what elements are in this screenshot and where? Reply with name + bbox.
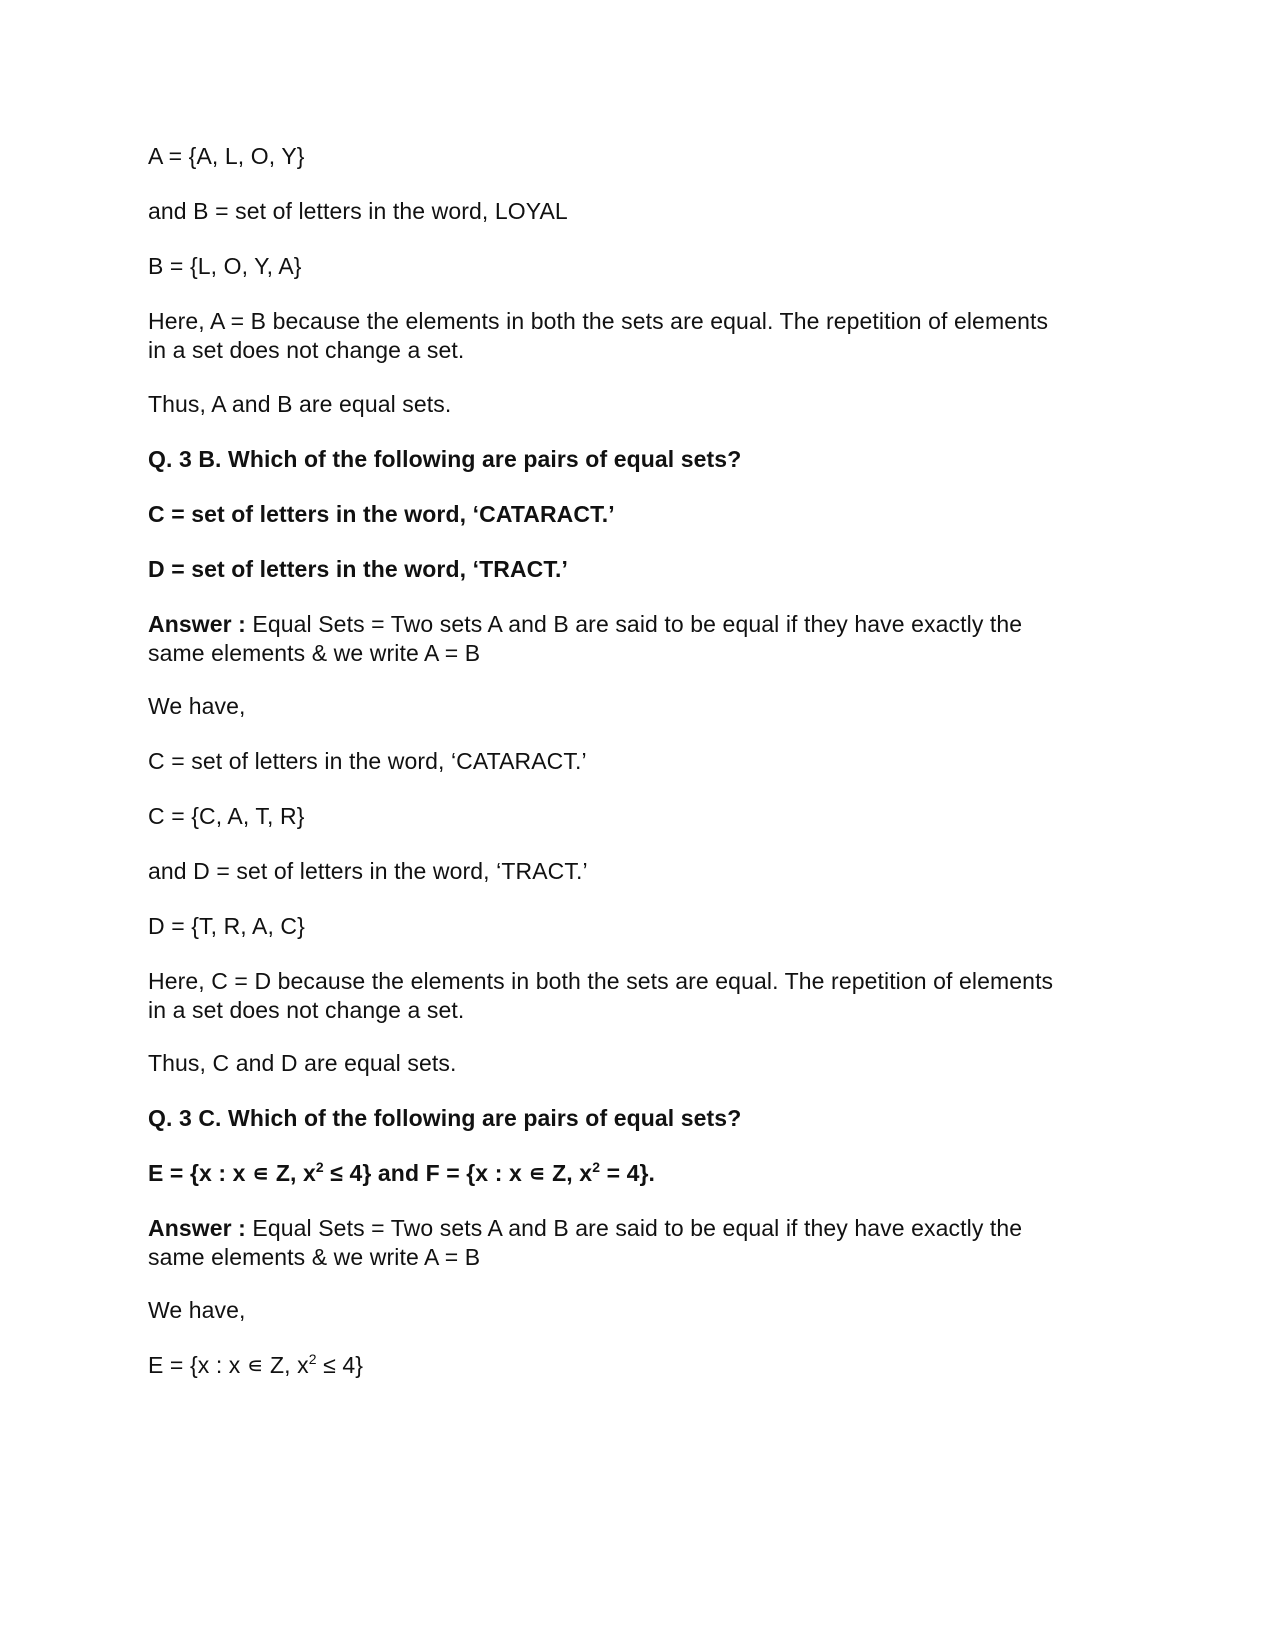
expr-part: = 4}.: [600, 1160, 656, 1186]
equality-explanation-ab: [148, 307, 1138, 365]
answer-text: Equal Sets = Two sets A and B are said to be equal if they have exactly the: [245, 1215, 1023, 1241]
set-d-description: and D = set of letters in the word, ‘TRACT.’: [148, 858, 588, 884]
expr-part: ≤ 4}: [316, 1352, 364, 1378]
paragraph-line: same elements & we write A = B: [148, 640, 481, 666]
expr-part: E = {x : x ∊ Z, x: [148, 1160, 316, 1186]
expr-part: E = {x : x ∊ Z, x: [148, 1352, 309, 1378]
paragraph-line: [148, 1214, 1138, 1243]
we-have-label: We have,: [148, 1297, 246, 1323]
conclusion-ab: Thus, A and B are equal sets.: [148, 391, 452, 417]
set-c-description: C = set of letters in the word, ‘CATARACT.’: [148, 748, 587, 774]
answer-3b-definition: [148, 610, 1138, 668]
paragraph-line: [148, 610, 1138, 639]
set-b-definition: B = {L, O, Y, A}: [148, 253, 302, 279]
question-3c-sets: [148, 1159, 1138, 1188]
question-3b-set-c: C = set of letters in the word, ‘CATARACT.’: [148, 501, 615, 527]
expr-part: ≤ 4} and F = {x : x ∊ Z, x: [323, 1160, 593, 1186]
paragraph-line: Here, A = B because the elements in both the sets are equal. The repetition of elements: [148, 308, 1049, 334]
set-c-definition: C = {C, A, T, R}: [148, 803, 305, 829]
answer-3c-definition: [148, 1214, 1138, 1272]
question-3b-heading: Q. 3 B. Which of the following are pairs of equal sets?: [148, 446, 742, 472]
paragraph-line: in a set does not change a set.: [148, 997, 465, 1023]
paragraph-line: Here, C = D because the elements in both the sets are equal. The repetition of elements: [148, 968, 1054, 994]
answer-label: Answer :: [148, 611, 246, 637]
question-3c-heading: Q. 3 C. Which of the following are pairs of equal sets?: [148, 1105, 742, 1131]
exponent: 2: [308, 1351, 317, 1367]
paragraph-line: in a set does not change a set.: [148, 337, 465, 363]
we-have-label: We have,: [148, 693, 246, 719]
set-a-definition: A = {A, L, O, Y}: [148, 143, 305, 169]
paragraph-line: same elements & we write A = B: [148, 1244, 481, 1270]
set-b-description: and B = set of letters in the word, LOYAL: [148, 198, 568, 224]
conclusion-cd: Thus, C and D are equal sets.: [148, 1050, 457, 1076]
answer-text: Equal Sets = Two sets A and B are said to be equal if they have exactly the: [245, 611, 1023, 637]
set-e-definition: [148, 1351, 1138, 1380]
exponent: 2: [592, 1159, 601, 1175]
equality-explanation-cd: [148, 967, 1138, 1025]
set-d-definition: D = {T, R, A, C}: [148, 913, 305, 939]
answer-label: Answer :: [148, 1215, 246, 1241]
question-3b-set-d: D = set of letters in the word, ‘TRACT.’: [148, 556, 568, 582]
exponent: 2: [315, 1159, 324, 1175]
